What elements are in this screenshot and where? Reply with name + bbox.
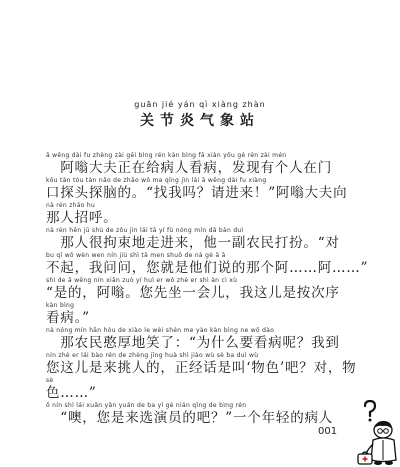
pinyin-line: nà rén hěn jū shù de zǒu jìn lái tā yí fù nóng mín dǎ bàn duì	[46, 227, 244, 234]
paragraph-2	[46, 227, 369, 277]
hanzi-line: 色……”	[46, 385, 97, 401]
pinyin-line: ā wēng dài fu zhèng zài gěi bìng rén kàn bìng fā xiàn yǒu gè rén zài mén	[46, 152, 287, 159]
line	[46, 352, 366, 377]
pinyin-line: kàn bìng	[46, 302, 75, 309]
hanzi-line: “是的，阿嗡。您先坐一会儿，我这儿是按次序	[46, 285, 340, 301]
line	[46, 327, 366, 352]
pinyin-line: sè	[46, 377, 54, 384]
pinyin-line: nà nóng mín hān hòu de xiào le wèi shén me yào kàn bìng ne wǒ dào	[46, 327, 275, 334]
hanzi-line: 那人招呼。	[46, 210, 118, 226]
line	[46, 227, 366, 252]
hanzi-line: 看病。”	[46, 310, 90, 326]
pinyin-line: bu qǐ wǒ wèn wen nín jiù shì tā men shuō de nà gè ā ā	[46, 252, 226, 259]
pinyin-line: nà rén zhāo hu	[46, 202, 96, 209]
line	[46, 202, 366, 227]
hanzi-line: 您这儿是来挑人的，正经话是叫‘物色’吧？对，物	[46, 360, 357, 376]
title-pinyin: guān jié yán qì xiàng zhàn	[134, 100, 266, 109]
pinyin-line: nín zhè er lái bào rén de zhèng jīng huà shì jiào wù sè ba duì wù	[46, 352, 259, 359]
line	[46, 402, 366, 427]
paragraph-3	[46, 277, 366, 327]
pinyin-line: ō nín shì lái xuǎn yǎn yuán de ba yí gè nián qīng de bìng rén	[46, 402, 247, 409]
line	[46, 252, 369, 277]
hanzi-line: 口探头探脑的。“找我吗？请进来！”阿嗡大夫向	[46, 185, 348, 201]
line	[46, 152, 366, 177]
paragraph-1	[46, 152, 366, 227]
line	[46, 377, 366, 402]
line	[46, 302, 366, 327]
hanzi-line: “噢，您是来选演员的吧？”一个年轻的病人	[46, 410, 334, 426]
cartoon-doctor-with-question-mark-icon	[355, 400, 400, 467]
hanzi-line: 阿嗡大夫正在给病人看病，发现有个人在门	[46, 160, 332, 176]
line	[46, 177, 366, 202]
hanzi-line: 那农民憨厚地笑了：“为什么要看病呢？我到	[46, 335, 340, 351]
paragraph-4	[46, 327, 366, 402]
hanzi-line: 那人很拘束地走进来，他一副农民打扮。“对	[46, 235, 340, 251]
page-number: 001	[318, 426, 338, 437]
line	[46, 277, 366, 302]
paragraph-5	[46, 402, 366, 427]
chapter-title	[0, 100, 400, 130]
hanzi-line: 不起，我问问，您就是他们说的那个阿……阿……”	[46, 260, 369, 276]
title-text: 关节炎气象站	[140, 113, 260, 129]
pinyin-line: shì de ā wēng nín xiān zuò yí huì er wǒ zhè er shì àn cì xù	[46, 277, 238, 284]
pinyin-line: kǒu tàn tóu tàn nǎo de zhǎo wǒ ma qǐng jìn lái ā wēng dài fu xiàng	[46, 177, 267, 184]
